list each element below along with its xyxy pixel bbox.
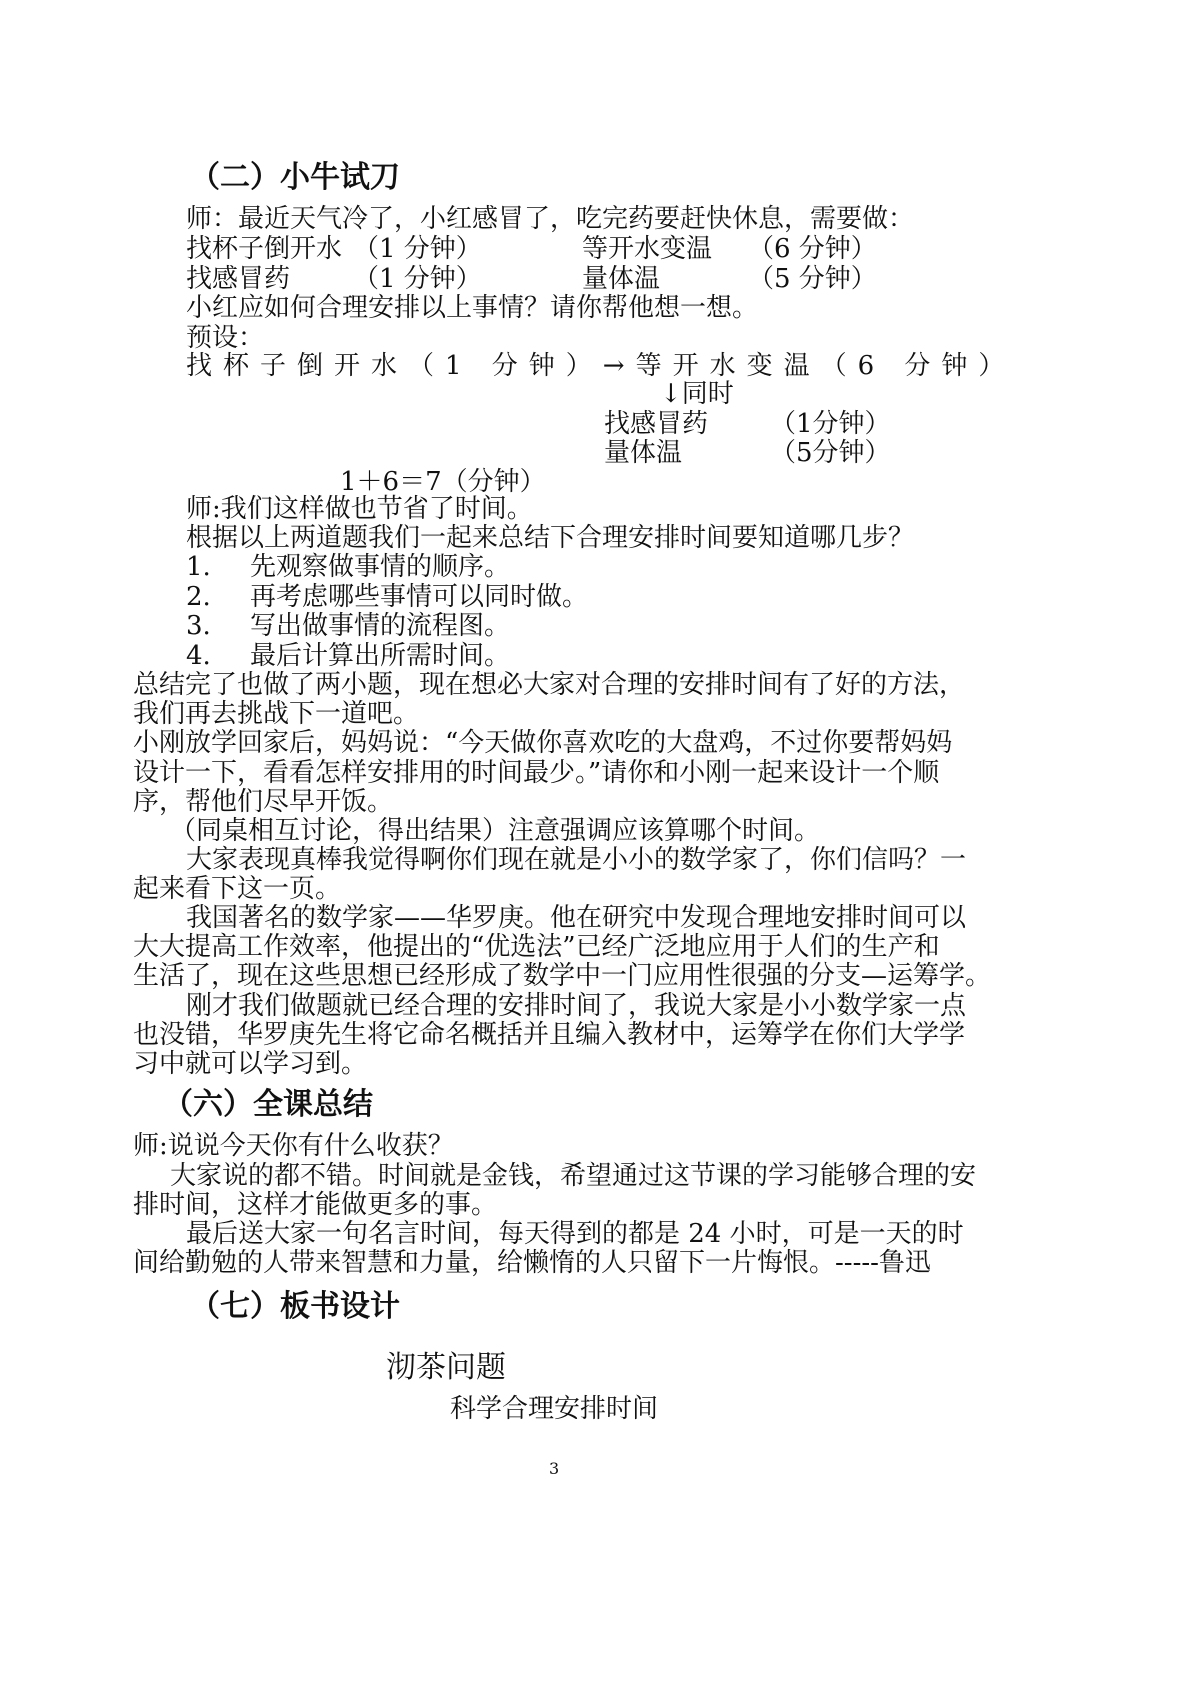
section-heading-2: （二）小牛试刀 <box>190 160 400 195</box>
paragraph-line: 排时间，这样才能做更多的事。 <box>133 1190 498 1220</box>
section-heading-7: （七）板书设计 <box>190 1289 400 1324</box>
paragraph-line: 序，帮他们尽早开饭。 <box>133 787 394 817</box>
step-text: 先观察做事情的顺序。 <box>250 552 511 582</box>
board-title: 沏茶问题 <box>386 1350 506 1385</box>
teacher-note: 师:我们这样做也节省了时间。 <box>186 494 533 524</box>
intro-line: 师：最近天气冷了，小红感冒了，吃完药要赶快休息，需要做： <box>186 204 915 234</box>
task-name: 量体温 <box>582 264 661 294</box>
calc-line: 1＋6＝7（分钟） <box>340 467 546 497</box>
paragraph-line: 生活了，现在这些思想已经形成了数学中一门应用性很强的分支—运筹学。 <box>133 961 992 991</box>
flow-sub-time: （5分钟） <box>770 438 891 468</box>
task-time: （1 分钟） <box>353 234 482 264</box>
paragraph-line: 我们再去挑战下一道吧。 <box>133 699 420 729</box>
step-number: 3. <box>186 611 211 641</box>
board-subtitle: 科学合理安排时间 <box>450 1394 659 1424</box>
task-time: （6 分钟） <box>748 234 877 264</box>
step-number: 2. <box>186 582 211 612</box>
paragraph-line: 最后送大家一句名言时间，每天得到的都是 24 小时，可是一天的时 <box>186 1219 964 1249</box>
page-number: 3 <box>549 1459 560 1478</box>
step-number: 4. <box>186 641 211 671</box>
preset-label: 预设： <box>186 323 265 353</box>
flow-sub-name: 找感冒药 <box>604 409 709 439</box>
paragraph-line: 间给勤勉的人带来智慧和力量，给懒惰的人只留下一片悔恨。-----鲁迅 <box>133 1248 931 1278</box>
step-text: 再考虑哪些事情可以同时做。 <box>250 582 589 612</box>
paragraph-line: 大家说的都不错。时间就是金钱，希望通过这节课的学习能够合理的安 <box>170 1161 977 1191</box>
step-text: 写出做事情的流程图。 <box>250 611 511 641</box>
section-heading-6: （六）全课总结 <box>163 1087 373 1122</box>
step-number: 1. <box>186 552 211 582</box>
paragraph-line: 起来看下这一页。 <box>133 874 342 904</box>
question-line: 小红应如何合理安排以上事情？请你帮他想一想。 <box>186 293 759 323</box>
paragraph-line: 刚才我们做题就已经合理的安排时间了，我说大家是小小数学家一点 <box>186 991 967 1021</box>
paragraph-line: 小刚放学回家后，妈妈说：“今天做你喜欢吃的大盘鸡，不过你要帮妈妈 <box>133 728 953 758</box>
flow-sub-time: （1分钟） <box>770 409 891 439</box>
paragraph-line: 大大提高工作效率，他提出的“优选法”已经广泛地应用于人们的生产和 <box>133 932 940 962</box>
paragraph-line: 总结完了也做了两小题，现在想必大家对合理的安排时间有了好的方法， <box>133 670 966 700</box>
paragraph-line: 大家表现真棒我觉得啊你们现在就是小小的数学家了，你们信吗？一 <box>186 845 967 875</box>
task-name: 等开水变温 <box>582 234 713 264</box>
step-text: 最后计算出所需时间。 <box>250 641 511 671</box>
flow-sub-name: 量体温 <box>604 438 683 468</box>
flow-arrow-label: ↓同时 <box>660 379 734 409</box>
paragraph-line: （同桌相互讨论，得出结果）注意强调应该算哪个时间。 <box>170 816 821 846</box>
paragraph-line: 也没错，华罗庚先生将它命名概括并且编入教材中，运筹学在你们大学学 <box>133 1020 966 1050</box>
task-time: （1 分钟） <box>353 264 482 294</box>
flow-line: 找杯子倒开水（1 分钟）→等开水变温（6 分钟） <box>186 351 1016 381</box>
task-time: （5 分钟） <box>748 264 877 294</box>
summary-question: 根据以上两道题我们一起来总结下合理安排时间要知道哪几步？ <box>186 523 915 553</box>
paragraph-line: 设计一下，看看怎样安排用的时间最少。”请你和小刚一起来设计一个顺 <box>133 758 940 788</box>
paragraph-line: 师:说说今天你有什么收获？ <box>133 1131 454 1161</box>
task-name: 找感冒药 <box>186 264 291 294</box>
task-name: 找杯子倒开水 <box>186 234 343 264</box>
paragraph-line: 习中就可以学习到。 <box>133 1049 368 1079</box>
paragraph-line: 我国著名的数学家——华罗庚。他在研究中发现合理地安排时间可以 <box>186 903 967 933</box>
